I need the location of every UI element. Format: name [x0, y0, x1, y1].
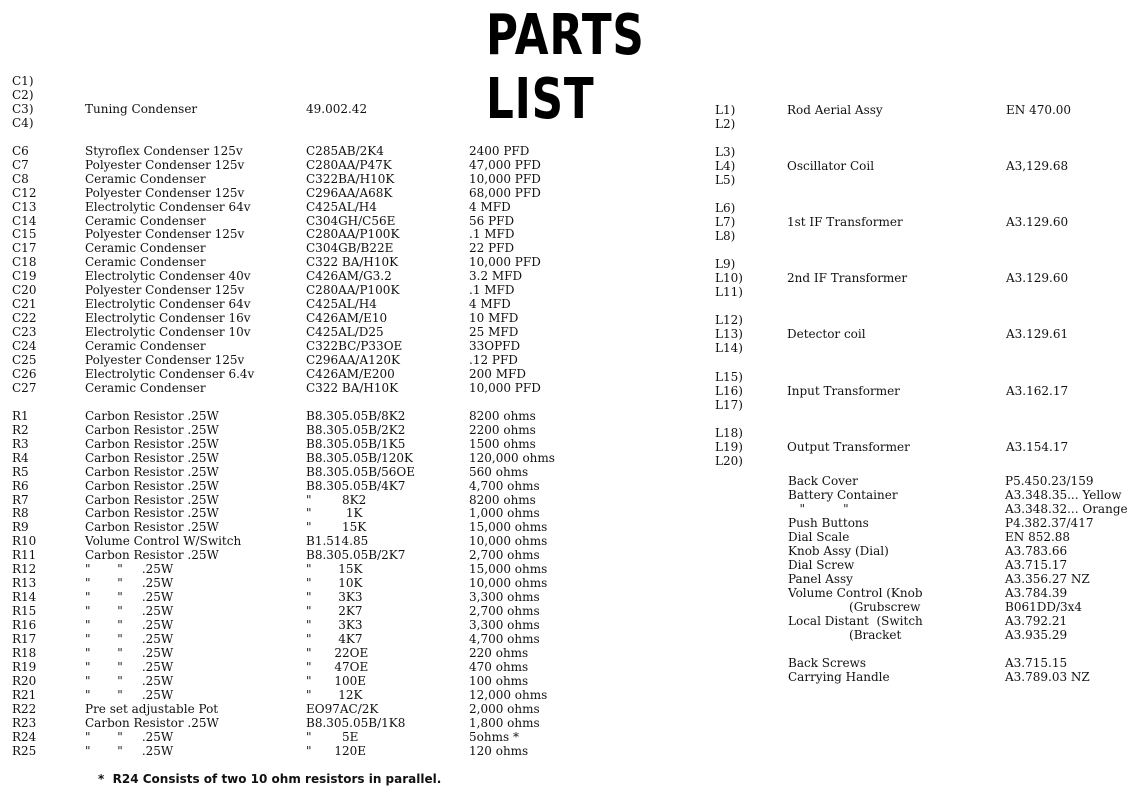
part-description: Ceramic Condenser — [85, 381, 206, 395]
coil-ref: L2) — [715, 117, 736, 131]
part-row — [0, 604, 700, 618]
part-code: B8.305.05B/1K8 — [306, 716, 406, 730]
part-value: 1,800 ohms — [469, 716, 540, 730]
part-value: 47,000 PFD — [469, 158, 541, 172]
part-code: C322BA/H10K — [306, 172, 395, 186]
part-ref: R13 — [12, 576, 37, 590]
coil-ref: L10) — [715, 271, 743, 285]
part-description: Carbon Resistor .25W — [85, 437, 219, 451]
part-ref: R21 — [12, 688, 37, 702]
part-ref: R1 — [12, 409, 29, 423]
part-row — [0, 702, 700, 716]
part-description: Carbon Resistor .25W — [85, 506, 219, 520]
part-description: Pre set adjustable Pot — [85, 702, 219, 716]
part-row — [0, 562, 700, 576]
part-row — [0, 451, 700, 465]
coil-ref: L11) — [715, 285, 743, 299]
coil-description: Oscillator Coil — [787, 159, 875, 173]
part-value: 10,000 PFD — [469, 381, 541, 395]
part-value: 10,000 PFD — [469, 172, 541, 186]
part-row — [0, 730, 700, 744]
part-row — [0, 325, 700, 339]
coil-ref: L14) — [715, 341, 743, 355]
part-code: 49.002.42 — [306, 102, 368, 116]
part-code: B8.305.05B/2K2 — [306, 423, 406, 437]
part-code: " 22OE — [306, 646, 369, 660]
part-description: Carbon Resistor .25W — [85, 451, 219, 465]
part-row — [0, 437, 700, 451]
coil-description: Output Transformer — [787, 440, 910, 454]
part-ref: C2) — [12, 88, 34, 102]
part-description: Polyester Condenser 125v — [85, 227, 245, 241]
part-description: Volume Control W/Switch — [85, 534, 242, 548]
part-description: Electrolytic Condenser 16v — [85, 311, 251, 325]
part-ref: C8 — [12, 172, 29, 186]
part-row — [0, 353, 700, 367]
part-code: " 8K2 — [306, 493, 367, 507]
part-ref: R12 — [12, 562, 37, 576]
part-ref: C26 — [12, 367, 37, 381]
part-row — [0, 214, 700, 228]
part-row — [0, 269, 700, 283]
part-ref: R22 — [12, 702, 37, 716]
part-row — [0, 548, 700, 562]
part-code: C426AM/G3.2 — [306, 269, 392, 283]
part-code: C425AL/H4 — [306, 200, 377, 214]
part-description: " " .25W — [85, 688, 174, 702]
part-row — [0, 395, 700, 409]
part-code: C426AM/E10 — [306, 311, 388, 325]
part-row — [0, 283, 700, 297]
part-description: Ceramic Condenser — [85, 214, 206, 228]
part-ref: R6 — [12, 479, 29, 493]
part-description: Carbon Resistor .25W — [85, 479, 219, 493]
part-ref: R5 — [12, 465, 29, 479]
coil-ref: L19) — [715, 440, 743, 454]
part-description: Polyester Condenser 125v — [85, 158, 245, 172]
part-row — [0, 423, 700, 437]
misc-code: A3.348.35... Yellow — [1005, 488, 1122, 502]
part-row — [0, 172, 700, 186]
part-code: " 5E — [306, 730, 359, 744]
part-value: 68,000 PFD — [469, 186, 541, 200]
part-description: Ceramic Condenser — [85, 255, 206, 269]
part-row — [0, 367, 700, 381]
coil-description: Input Transformer — [787, 384, 900, 398]
part-value: 8200 ohms — [469, 493, 536, 507]
part-row — [0, 381, 700, 395]
part-value: 10,000 PFD — [469, 255, 541, 269]
part-code: C280AA/P47K — [306, 158, 392, 172]
part-ref: C21 — [12, 297, 37, 311]
part-description: Carbon Resistor .25W — [85, 409, 219, 423]
part-ref: C24 — [12, 339, 37, 353]
part-row — [0, 255, 700, 269]
misc-description: " " — [788, 502, 849, 516]
part-value: .12 PFD — [469, 353, 518, 367]
misc-code: P4.382.37/417 — [1005, 516, 1094, 530]
part-ref: C17 — [12, 241, 37, 255]
misc-description: Dial Screw — [788, 558, 855, 572]
part-code: " 47OE — [306, 660, 369, 674]
misc-code: A3.348.32... Orange — [1005, 502, 1128, 516]
part-row — [0, 688, 700, 702]
part-row — [0, 520, 700, 534]
part-code: " 10K — [306, 576, 363, 590]
part-code: C322 BA/H10K — [306, 255, 399, 269]
coil-code: A3.154.17 — [1006, 440, 1069, 454]
misc-description: Battery Container — [788, 488, 898, 502]
part-ref: C12 — [12, 186, 37, 200]
part-row — [0, 465, 700, 479]
part-code: C304GB/B22E — [306, 241, 394, 255]
part-description: Ceramic Condenser — [85, 241, 206, 255]
part-ref: R16 — [12, 618, 37, 632]
coil-ref: L5) — [715, 173, 736, 187]
part-value: .1 MFD — [469, 227, 515, 241]
coil-ref: L12) — [715, 313, 743, 327]
part-description: Electrolytic Condenser 64v — [85, 297, 251, 311]
part-ref: R9 — [12, 520, 29, 534]
coil-ref: L13) — [715, 327, 743, 341]
coil-ref: L15) — [715, 370, 743, 384]
coil-ref: L20) — [715, 454, 743, 468]
part-ref: R3 — [12, 437, 29, 451]
page-title: PARTS LIST — [486, 3, 645, 132]
part-ref: R20 — [12, 674, 37, 688]
misc-code: P5.450.23/159 — [1005, 474, 1094, 488]
part-code: B8.305.05B/2K7 — [306, 548, 406, 562]
misc-code: A3.784.39 — [1005, 586, 1068, 600]
coil-description: 1st IF Transformer — [787, 215, 903, 229]
part-row — [0, 130, 700, 144]
part-value: 120,000 ohms — [469, 451, 555, 465]
part-row — [0, 102, 700, 116]
coil-code: A3.129.60 — [1006, 271, 1069, 285]
part-ref: C23 — [12, 325, 37, 339]
part-row — [0, 493, 700, 507]
part-row — [0, 241, 700, 255]
part-ref: C22 — [12, 311, 37, 325]
part-row — [0, 534, 700, 548]
part-value: 3,300 ohms — [469, 618, 540, 632]
part-value: 22 PFD — [469, 241, 515, 255]
part-row — [0, 297, 700, 311]
part-ref: C19 — [12, 269, 37, 283]
part-row — [0, 227, 700, 241]
coil-code: A3.129.61 — [1006, 327, 1069, 341]
part-row — [0, 590, 700, 604]
misc-code: A3.935.29 — [1005, 628, 1068, 642]
footnote: * R24 Consists of two 10 ohm resistors in parallel. — [98, 772, 442, 786]
part-ref: C4) — [12, 116, 34, 130]
part-description: Carbon Resistor .25W — [85, 548, 219, 562]
part-code: C296AA/A68K — [306, 186, 393, 200]
part-row — [0, 618, 700, 632]
coil-ref: L1) — [715, 103, 736, 117]
misc-code: A3.715.17 — [1005, 558, 1068, 572]
part-row — [0, 200, 700, 214]
part-value: 120 ohms — [469, 744, 529, 758]
misc-description: Back Cover — [788, 474, 858, 488]
part-value: 4,700 ohms — [469, 479, 540, 493]
part-description: Styroflex Condenser 125v — [85, 144, 243, 158]
part-value: 2,000 ohms — [469, 702, 540, 716]
part-code: C426AM/E200 — [306, 367, 395, 381]
part-ref: R19 — [12, 660, 37, 674]
misc-description: Push Buttons — [788, 516, 869, 530]
part-ref: C27 — [12, 381, 37, 395]
part-value: .1 MFD — [469, 283, 515, 297]
part-description: " " .25W — [85, 604, 174, 618]
part-ref: R23 — [12, 716, 37, 730]
part-description: " " .25W — [85, 618, 174, 632]
part-value: 15,000 ohms — [469, 520, 548, 534]
part-row — [0, 158, 700, 172]
part-description: " " .25W — [85, 590, 174, 604]
part-code: " 3K3 — [306, 590, 363, 604]
part-row — [0, 716, 700, 730]
coil-ref: L8) — [715, 229, 736, 243]
part-code: " 1K — [306, 506, 363, 520]
part-code: C322 BA/H10K — [306, 381, 399, 395]
part-row — [0, 576, 700, 590]
part-row — [0, 409, 700, 423]
part-value: 12,000 ohms — [469, 688, 548, 702]
part-description: Electrolytic Condenser 64v — [85, 200, 251, 214]
coil-ref: L4) — [715, 159, 736, 173]
part-value: 3.2 MFD — [469, 269, 523, 283]
coil-ref: L7) — [715, 215, 736, 229]
part-value: 10 MFD — [469, 311, 519, 325]
part-description: Carbon Resistor .25W — [85, 520, 219, 534]
part-description: Polyester Condenser 125v — [85, 353, 245, 367]
part-ref: R2 — [12, 423, 29, 437]
part-description: " " .25W — [85, 646, 174, 660]
part-row — [0, 186, 700, 200]
part-value: 56 PFD — [469, 214, 515, 228]
coil-ref: L16) — [715, 384, 743, 398]
part-ref: C6 — [12, 144, 29, 158]
part-value: 10,000 ohms — [469, 576, 548, 590]
misc-code: A3.715.15 — [1005, 656, 1068, 670]
part-code: B8.305.05B/1K5 — [306, 437, 406, 451]
part-ref: C14 — [12, 214, 37, 228]
part-code: C280AA/P100K — [306, 283, 400, 297]
part-ref: C20 — [12, 283, 37, 297]
misc-description: Dial Scale — [788, 530, 850, 544]
part-value: 4,700 ohms — [469, 632, 540, 646]
part-ref: R24 — [12, 730, 37, 744]
part-code: B8.305.05B/120K — [306, 451, 413, 465]
part-row — [0, 646, 700, 660]
part-code: B8.305.05B/8K2 — [306, 409, 406, 423]
misc-code: B061DD/3x4 — [1005, 600, 1083, 614]
part-code: " 12K — [306, 688, 363, 702]
coil-ref: L17) — [715, 398, 743, 412]
coil-code: A3.162.17 — [1006, 384, 1069, 398]
coil-ref: L3) — [715, 145, 736, 159]
part-description: " " .25W — [85, 632, 174, 646]
part-row — [0, 116, 700, 130]
part-description: " " .25W — [85, 660, 174, 674]
coil-ref: L6) — [715, 201, 736, 215]
part-ref: C1) — [12, 74, 34, 88]
part-code: C425AL/H4 — [306, 297, 377, 311]
part-row — [0, 144, 700, 158]
part-value: 8200 ohms — [469, 409, 536, 423]
part-row — [0, 311, 700, 325]
part-ref: R14 — [12, 590, 37, 604]
part-description: Polyester Condenser 125v — [85, 186, 245, 200]
part-description: " " .25W — [85, 674, 174, 688]
part-row — [0, 506, 700, 520]
part-value: 15,000 ohms — [469, 562, 548, 576]
misc-description: Panel Assy — [788, 572, 853, 586]
part-description: Ceramic Condenser — [85, 339, 206, 353]
part-ref: R8 — [12, 506, 29, 520]
part-row — [0, 88, 700, 102]
part-value: 25 MFD — [469, 325, 519, 339]
part-row — [0, 744, 700, 758]
part-description: Tuning Condenser — [85, 102, 198, 116]
part-description: Carbon Resistor .25W — [85, 465, 219, 479]
part-description: Carbon Resistor .25W — [85, 423, 219, 437]
part-description: Carbon Resistor .25W — [85, 493, 219, 507]
coil-code: A3,129.68 — [1006, 159, 1069, 173]
part-code: " 15K — [306, 520, 367, 534]
part-ref: R7 — [12, 493, 29, 507]
part-ref: C13 — [12, 200, 37, 214]
part-code: C425AL/D25 — [306, 325, 384, 339]
coil-code: EN 470.00 — [1006, 103, 1072, 117]
part-description: Ceramic Condenser — [85, 172, 206, 186]
part-description: Electrolytic Condenser 6.4v — [85, 367, 255, 381]
part-ref: C15 — [12, 227, 37, 241]
part-code: C296AA/A120K — [306, 353, 400, 367]
part-ref: R18 — [12, 646, 37, 660]
part-ref: R15 — [12, 604, 37, 618]
coil-description: 2nd IF Transformer — [787, 271, 908, 285]
part-description: " " .25W — [85, 576, 174, 590]
part-ref: R17 — [12, 632, 37, 646]
part-code: " 100E — [306, 674, 367, 688]
part-value: 5ohms * — [469, 730, 519, 744]
misc-code: A3.783.66 — [1005, 544, 1068, 558]
misc-description: Knob Assy (Dial) — [788, 544, 889, 558]
part-code: " 15K — [306, 562, 363, 576]
part-code: B8.305.05B/56OE — [306, 465, 415, 479]
part-code: " 2K7 — [306, 604, 363, 618]
part-description: Electrolytic Condenser 10v — [85, 325, 251, 339]
part-description: Polyester Condenser 125v — [85, 283, 245, 297]
part-value: 2200 ohms — [469, 423, 536, 437]
misc-code: A3.789.03 NZ — [1005, 670, 1090, 684]
misc-code: A3.356.27 NZ — [1005, 572, 1090, 586]
part-row — [0, 479, 700, 493]
part-ref: C3) — [12, 102, 34, 116]
part-value: 1,000 ohms — [469, 506, 540, 520]
part-description: " " .25W — [85, 730, 174, 744]
part-value: 4 MFD — [469, 297, 511, 311]
part-value: 1500 ohms — [469, 437, 536, 451]
part-code: C304GH/C56E — [306, 214, 396, 228]
part-ref: R10 — [12, 534, 37, 548]
part-value: 2,700 ohms — [469, 604, 540, 618]
part-row — [0, 339, 700, 353]
part-ref: R4 — [12, 451, 29, 465]
part-row — [0, 74, 700, 88]
part-ref: R11 — [12, 548, 37, 562]
part-description: " " .25W — [85, 562, 174, 576]
part-code: B8.305.05B/4K7 — [306, 479, 406, 493]
misc-description: Carrying Handle — [788, 670, 890, 684]
coil-description: Rod Aerial Assy — [787, 103, 883, 117]
coil-ref: L9) — [715, 257, 736, 271]
part-value: 33OPFD — [469, 339, 521, 353]
part-row — [0, 674, 700, 688]
part-code: C280AA/P100K — [306, 227, 400, 241]
part-value: 200 MFD — [469, 367, 526, 381]
part-value: 220 ohms — [469, 646, 529, 660]
coil-code: A3.129.60 — [1006, 215, 1069, 229]
part-code: " 3K3 — [306, 618, 363, 632]
part-value: 100 ohms — [469, 674, 529, 688]
part-value: 3,300 ohms — [469, 590, 540, 604]
misc-description: Volume Control (Knob — [788, 586, 923, 600]
part-code: " 4K7 — [306, 632, 363, 646]
part-row — [0, 660, 700, 674]
part-code: EO97AC/2K — [306, 702, 379, 716]
part-ref: R25 — [12, 744, 37, 758]
misc-description: (Grubscrew — [788, 600, 921, 614]
part-value: 10,000 ohms — [469, 534, 548, 548]
misc-description: Local Distant (Switch — [788, 614, 923, 628]
part-value: 2400 PFD — [469, 144, 530, 158]
part-description: " " .25W — [85, 744, 174, 758]
part-ref: C7 — [12, 158, 29, 172]
part-code: C322BC/P33OE — [306, 339, 403, 353]
part-value: 2,700 ohms — [469, 548, 540, 562]
part-value: 560 ohms — [469, 465, 529, 479]
misc-description: (Bracket — [788, 628, 902, 642]
part-ref: C18 — [12, 255, 37, 269]
part-code: B1.514.85 — [306, 534, 369, 548]
part-code: " 120E — [306, 744, 367, 758]
misc-description: Back Screws — [788, 656, 866, 670]
part-description: Electrolytic Condenser 40v — [85, 269, 251, 283]
part-row — [0, 632, 700, 646]
misc-code: A3.792.21 — [1005, 614, 1068, 628]
coil-description: Detector coil — [787, 327, 866, 341]
misc-code: EN 852.88 — [1005, 530, 1071, 544]
part-value: 470 ohms — [469, 660, 529, 674]
part-code: C285AB/2K4 — [306, 144, 384, 158]
part-value: 4 MFD — [469, 200, 511, 214]
part-description: Carbon Resistor .25W — [85, 716, 219, 730]
part-ref: C25 — [12, 353, 37, 367]
coil-ref: L18) — [715, 426, 743, 440]
